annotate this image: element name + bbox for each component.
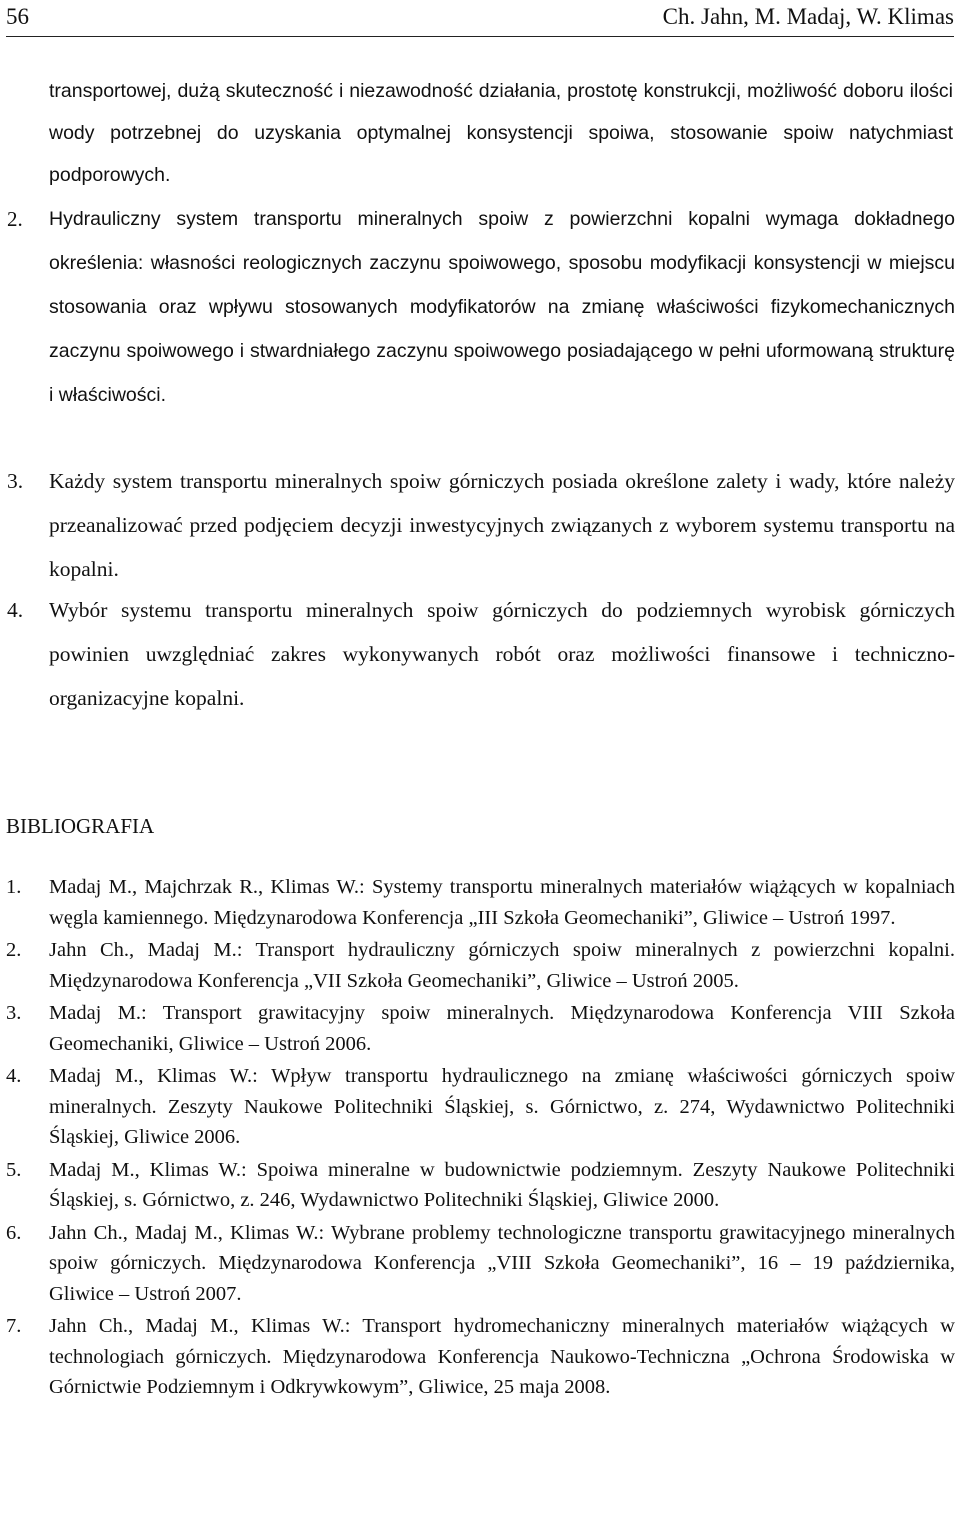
reference-item	[6, 935, 955, 996]
reference-text: Madaj M., Majchrzak R., Klimas W.: Systemy transportu mineralnych materiałów wiążących w kopalniach węgla kamiennego. Międzynarodowa Konferencja „III Szkoła Geomechaniki”, Gliwice – Ustroń 1997.	[49, 876, 955, 929]
reference-text: Jahn Ch., Madaj M., Klimas W.: Transport hydromechaniczny mineralnych materiałów wiążących w technologiach górniczych. Międzynarodowa Konferencja Naukowo-Techniczna „Ochrona Środowiska w Górnictwie Podziemnym i Odkrywkowym”, Gliwice, 25 maja 2008.	[49, 1315, 955, 1398]
reference-number: 6.	[6, 1221, 22, 1244]
conclusion-item-2	[7, 197, 955, 417]
conclusion-number: 2.	[7, 207, 23, 231]
reference-item	[6, 998, 955, 1059]
running-head-authors: Ch. Jahn, M. Madaj, W. Klimas	[662, 4, 954, 29]
page-number: 56	[6, 4, 29, 29]
bibliography-list	[6, 872, 955, 1405]
conclusion-item-4	[7, 588, 955, 720]
reference-number: 5.	[6, 1158, 22, 1181]
reference-item	[6, 1155, 955, 1216]
reference-text: Madaj M.: Transport grawitacyjny spoiw mineralnych. Międzynarodowa Konferencja VIII Szkoła Geomechaniki, Gliwice – Ustroń 2006.	[49, 1002, 955, 1055]
conclusion-text: Każdy system transportu mineralnych spoiw górniczych posiada określone zalety i wady, które należy przeanalizować przed podjęciem decyzji inwestycyjnych związanych z wyborem systemu transportu na kopalni.	[49, 469, 955, 581]
reference-text: Jahn Ch., Madaj M.: Transport hydrauliczny górniczych spoiw mineralnych z powierzchni kopalni. Międzynarodowa Konferencja „VII Szkoła Geomechaniki”, Gliwice – Ustroń 2005.	[49, 939, 955, 992]
reference-text: Jahn Ch., Madaj M., Klimas W.: Wybrane problemy technologiczne transportu grawitacyjnego mineralnych spoiw górniczych. Międzynarodowa Konferencja „VIII Szkoła Geomechaniki”, 16 – 19 października, Gliwice – Ustroń 2007.	[49, 1221, 955, 1305]
running-header	[6, 0, 954, 37]
conclusion-number: 4.	[7, 598, 24, 622]
reference-number: 4.	[6, 1065, 22, 1087]
reference-number: 1.	[6, 876, 22, 898]
conclusion-number: 3.	[7, 469, 24, 493]
reference-item	[6, 1311, 955, 1403]
reference-item	[6, 1218, 955, 1310]
conclusion-text: Wybór systemu transportu mineralnych spoiw górniczych do podziemnych wyrobisk górniczych powinien uwzględniać zakres wykonywanych robót oraz możliwości finansowe i techniczno-organizacyjne kopalni.	[49, 598, 955, 710]
reference-number: 7.	[6, 1315, 22, 1337]
reference-number: 2.	[6, 939, 22, 961]
conclusion-item-3	[7, 459, 955, 591]
conclusion-text: Hydrauliczny system transportu mineralnych spoiw z powierzchni kopalni wymaga dokładnego określenia: własności reologicznych zaczynu spoiwowego, sposobu modyfikacji konsystencji w miejscu stosowania oraz wpływu stosowanych modyfikatorów na zmianę właściwości fizykomechanicznych zaczynu spoiwowego i stwardniałego zaczynu spoiwowego posiadającego w pełni uformowaną strukturę i właściwości.	[49, 208, 955, 406]
reference-item	[6, 1061, 955, 1153]
reference-item	[6, 872, 955, 933]
reference-text: Madaj M., Klimas W.: Spoiwa mineralne w budownictwie podziemnym. Zeszyty Naukowe Politechniki Śląskiej, s. Górnictwo, z. 246, Wydawnictwo Politechniki Śląskiej, Gliwice 2000.	[49, 1158, 955, 1211]
bibliography-heading: BIBLIOGRAFIA	[6, 814, 155, 838]
continuation-paragraph: transportowej, dużą skuteczność i niezawodność działania, prostotę konstrukcji, możliwość doboru ilości wody potrzebnej do uzyskania optymalnej konsystencji spoiwa, stosowanie spoiw natychmiast podporowych.	[49, 80, 953, 186]
reference-number: 3.	[6, 1002, 22, 1024]
reference-text: Madaj M., Klimas W.: Wpływ transportu hydraulicznego na zmianę właściwości górniczych spoiw mineralnych. Zeszyty Naukowe Politechniki Śląskiej, s. Górnictwo, z. 274, Wydawnictwo Politechniki Śląskiej, Gliwice 2006.	[49, 1065, 955, 1148]
